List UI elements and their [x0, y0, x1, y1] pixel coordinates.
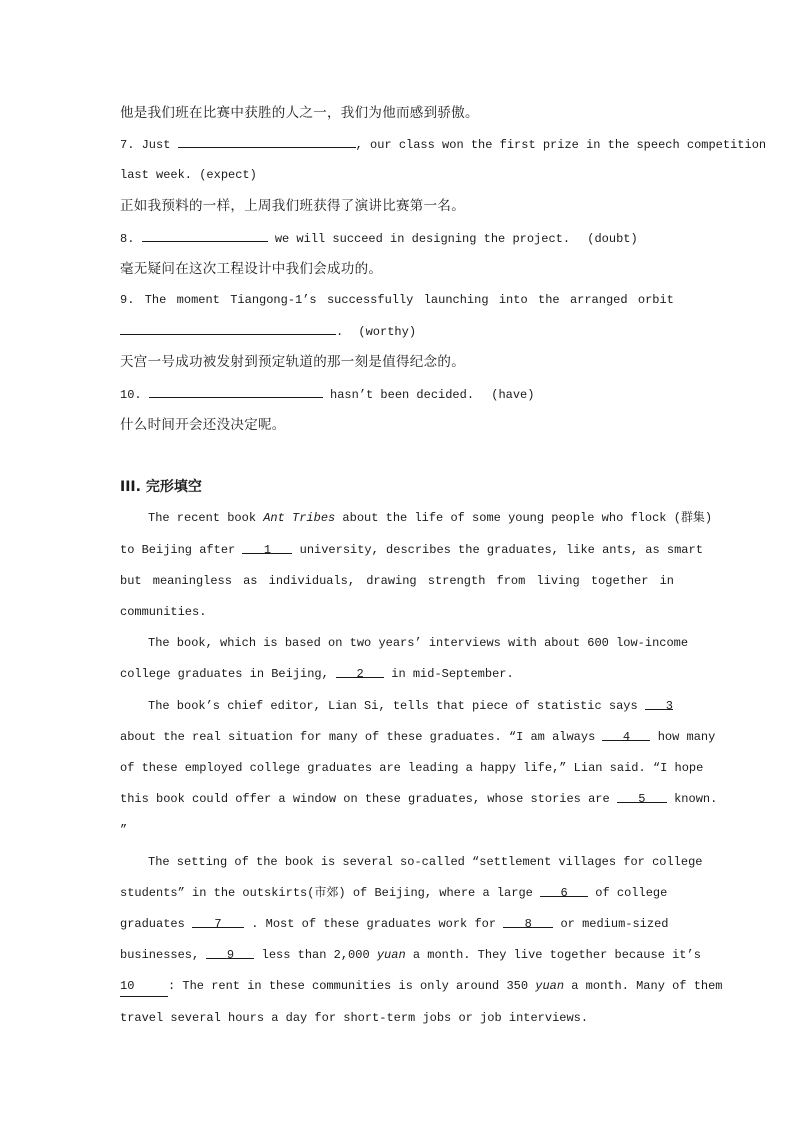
passage-text: a month. Many of them — [564, 979, 723, 993]
cloze-blank-10[interactable]: 10 — [120, 976, 168, 997]
q9-text: . — [336, 325, 344, 339]
q10-text: hasn’t been decided. — [330, 388, 475, 402]
q9-word: The — [144, 293, 167, 307]
passage-line: travel several hours a day for short-term jobs or job interviews. — [120, 1011, 589, 1025]
passage-line — [120, 727, 716, 747]
q8-answer-blank[interactable] — [142, 228, 268, 242]
yuan-term: yuan — [535, 979, 565, 993]
q7-translation: 正如我预料的一样，上周我们班获得了演讲比赛第一名。 — [120, 198, 465, 214]
passage-word: living — [536, 574, 580, 588]
passage-word: as — [243, 574, 258, 588]
cloze-blank-9[interactable]: 9 — [206, 945, 254, 959]
passage-text: less than 2,000 — [261, 948, 377, 962]
cloze-blank-2[interactable]: 2 — [336, 664, 384, 678]
passage-line: The book, which is based on two years’ interviews with about 600 low-income — [148, 636, 689, 650]
passage-line: The setting of the book is several so-called “settlement villages for college — [148, 855, 703, 869]
passage-text: about the real situation for many of these graduates. “I am always — [120, 730, 596, 744]
cloze-blank-6[interactable]: 6 — [540, 883, 588, 897]
q9-word: Tiangong-1’s — [230, 293, 317, 307]
q9-hint: (worthy) — [358, 325, 417, 339]
passage-text: university, describes the graduates, like ants, as smart — [299, 543, 703, 557]
passage-line — [120, 945, 701, 965]
q7-number: 7. Just — [120, 138, 171, 152]
book-title: Ant Tribes — [263, 511, 336, 525]
passage-line: communities. — [120, 605, 207, 619]
cloze-blank-3[interactable]: 3 — [645, 696, 673, 710]
passage-text: . Most of these graduates work for — [251, 917, 497, 931]
cloze-blank-7[interactable]: 7 — [192, 914, 244, 928]
yuan-term: yuan — [376, 948, 406, 962]
cloze-blank-4[interactable]: 4 — [602, 727, 650, 741]
passage-text: students” in the outskirts(市郊) of Beijing, where a large — [120, 886, 533, 900]
passage-line — [120, 540, 703, 560]
passage-text: in mid-September. — [391, 667, 514, 681]
passage-word: strength — [427, 574, 486, 588]
cloze-blank-1[interactable]: 1 — [242, 540, 292, 554]
q8-number: 8. — [120, 232, 135, 246]
q8-translation: 毫无疑问在这次工程设计中我们会成功的。 — [120, 261, 383, 277]
passage-line — [120, 883, 674, 903]
passage-word: but — [120, 574, 142, 588]
passage-text: : The rent in these communities is only around 350 — [168, 979, 536, 993]
q7-continuation: last week. (expect) — [120, 168, 257, 182]
q10-answer-blank[interactable] — [149, 384, 323, 398]
passage-text: or medium-sized — [560, 917, 669, 931]
passage-text: a month. They live together because it’s — [405, 948, 701, 962]
passage-word: from — [496, 574, 526, 588]
passage-text: graduates — [120, 917, 185, 931]
cloze-blank-8[interactable]: 8 — [503, 914, 553, 928]
passage-word: drawing — [366, 574, 417, 588]
passage-text: The book’s chief editor, Lian Si, tells that piece of statistic says — [148, 699, 638, 713]
passage-word: in — [659, 574, 674, 588]
q9-word: orbit — [637, 293, 674, 307]
cloze-blank-5[interactable]: 5 — [617, 789, 667, 803]
passage-line: ” — [120, 823, 128, 837]
passage-text: of college — [595, 886, 668, 900]
passage-text: The recent book — [148, 511, 264, 525]
q7-text: , our class won the first prize in the speech competition — [355, 138, 767, 152]
passage-word: meaningless — [152, 574, 232, 588]
passage-line: of these employed college graduates are leading a happy life,” Lian said. “I hope — [120, 761, 704, 775]
q9-word: 9. — [120, 293, 135, 307]
question-7 — [120, 134, 767, 155]
passage-line — [120, 914, 674, 934]
passage-line — [148, 696, 674, 716]
passage-line — [120, 976, 723, 997]
passage-text: about the life of some young people who flock (群集) — [335, 511, 713, 525]
question-8 — [120, 228, 674, 249]
q9-continuation — [120, 321, 674, 342]
q9-word: the — [538, 293, 560, 307]
question-10 — [120, 384, 674, 405]
q10-hint: (have) — [491, 388, 535, 402]
q9-word: into — [498, 293, 528, 307]
q8-hint: (doubt) — [587, 232, 638, 246]
q9-translation: 天宫一号成功被发射到预定轨道的那一刻是值得纪念的。 — [120, 354, 465, 370]
passage-text: how many — [657, 730, 716, 744]
q8-text: we will succeed in designing the project. — [274, 232, 571, 246]
q9-word: moment — [176, 293, 220, 307]
section-heading: III. 完形填空 — [120, 479, 202, 495]
passage-text: to Beijing after — [120, 543, 236, 557]
q9-word: successfully — [326, 293, 414, 307]
passage-text: known. — [674, 792, 718, 806]
passage-line — [120, 664, 674, 684]
question-9 — [120, 290, 674, 310]
passage-word: individuals, — [268, 574, 356, 588]
q10-number: 10. — [120, 388, 142, 402]
passage-text: businesses, — [120, 948, 200, 962]
q9-word: arranged — [569, 293, 628, 307]
passage-word: together — [590, 574, 649, 588]
q7-answer-blank[interactable] — [178, 134, 356, 148]
q6-translation: 他是我们班在比赛中获胜的人之一，我们为他而感到骄傲。 — [120, 105, 479, 121]
q10-translation: 什么时间开会还没决定呢。 — [120, 417, 286, 433]
passage-text: this book could offer a window on these graduates, whose stories are — [120, 792, 610, 806]
q9-word: launching — [423, 293, 489, 307]
q9-answer-blank[interactable] — [120, 321, 336, 335]
passage-line — [120, 571, 674, 591]
passage-line — [120, 789, 718, 809]
passage-text: college graduates in Beijing, — [120, 667, 329, 681]
passage-line — [148, 508, 713, 528]
